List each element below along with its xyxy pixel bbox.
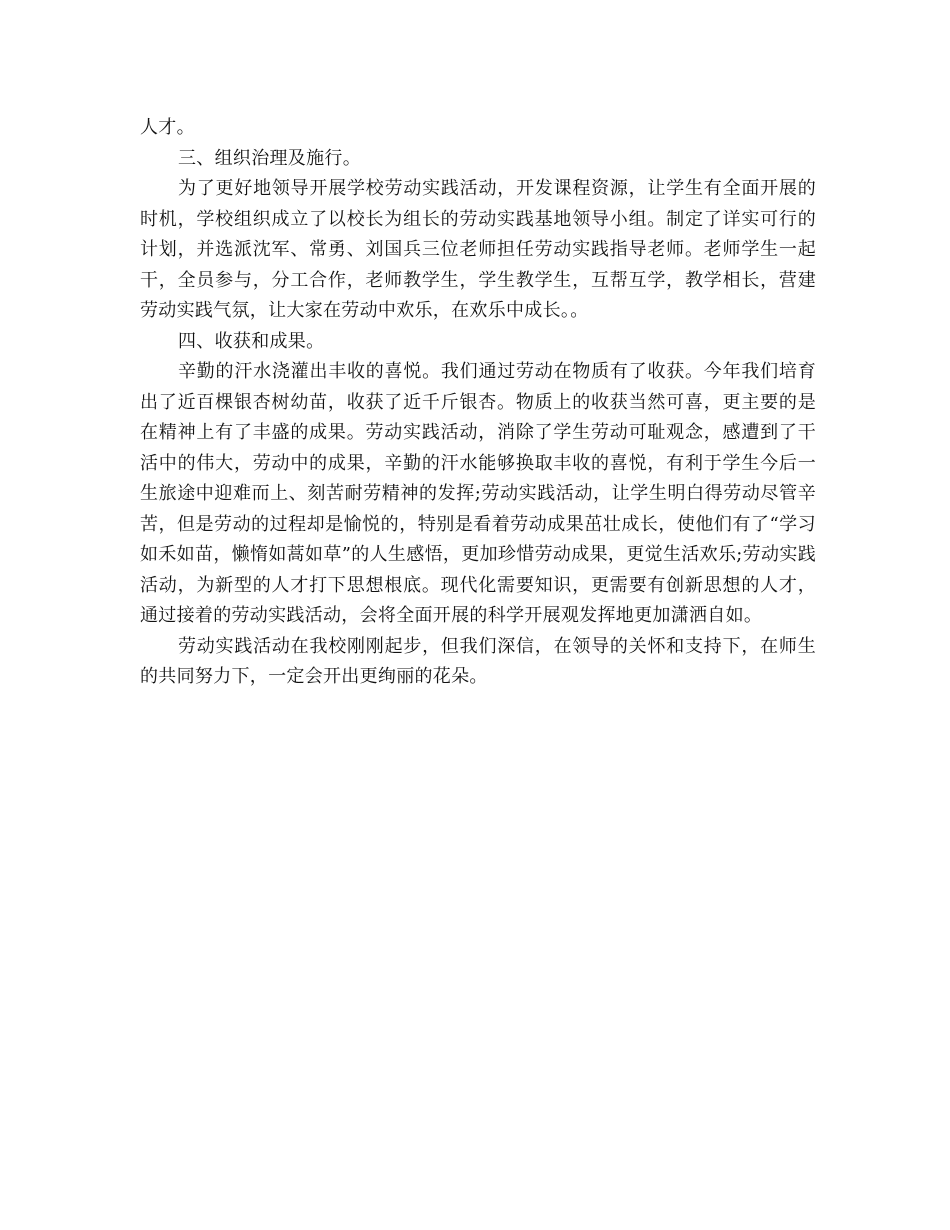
- paragraph-conclusion: 劳动实践活动在我校刚刚起步，但我们深信，在领导的关怀和支持下，在师生的共同努力下，一定会开出更绚丽的花朵。: [140, 635, 816, 687]
- paragraph-continuation: 人才。: [140, 117, 195, 138]
- paragraph-organization: 为了更好地领导开展学校劳动实践活动，开发课程资源，让学生有全面开展的时机，学校组织成立了以校长为组长的劳动实践基地领导小组。制定了详实可行的计划，并选派沈军、常勇、刘国兵三位老师担任劳动实践指导老师。老师学生一起干，全员参与，分工合作，老师教学生，学生教学生，互帮互学，教学相长，营建劳动实践气氛，让大家在劳动中欢乐，在欢乐中成长。。: [140, 178, 816, 321]
- paragraph-results: 辛勤的汗水浇灌出丰收的喜悦。我们通过劳动在物质有了收获。今年我们培育出了近百棵银杏树幼苗，收获了近千斤银杏。物质上的收获当然可喜，更主要的是在精神上有了丰盛的成果。劳动实践活动，消除了学生劳动可耻观念，感遭到了干活中的伟大，劳动中的成果，辛勤的汗水能够换取丰收的喜悦，有利于学生今后一生旅途中迎难而上、刻苦耐劳精神的发挥;劳动实践活动，让学生明白得劳动尽管辛苦，但是劳动的过程却是愉悦的，特别是看着劳动成果茁壮成长，使他们有了“学习如禾如苗，懒惰如蒿如草”的人生感悟，更加珍惜劳动成果，更觉生活欢乐;劳动实践活动，为新型的人才打下思想根底。现代化需要知识，更需要有创新思想的人才，通过接着的劳动实践活动，会将全面开展的科学开展观发挥地更加潇洒自如。: [140, 361, 816, 626]
- section-heading-results: 四、收获和成果。: [178, 330, 325, 352]
- section-heading-organization: 三、组织治理及施行。: [178, 147, 361, 169]
- document-body: [140, 113, 816, 693]
